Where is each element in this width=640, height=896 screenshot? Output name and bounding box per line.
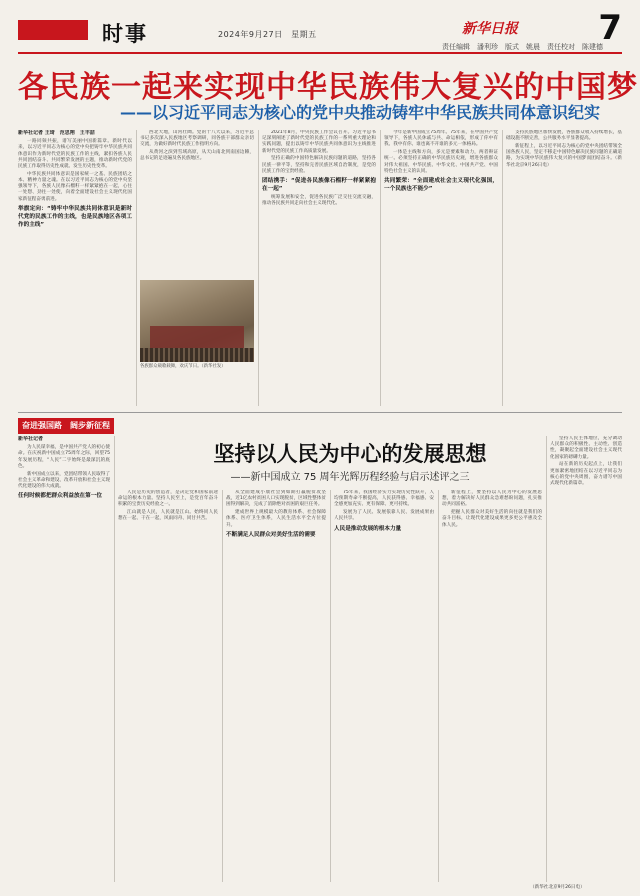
second-byline: 新华社记者 [18, 436, 44, 442]
series-banner: 奋进强国路 阔步新征程 [18, 418, 114, 434]
second-column-4 [334, 490, 434, 882]
issue-date: 2024年9月27日 星期五 [218, 30, 317, 39]
lead-column-1 [18, 130, 132, 406]
paragraph: 人民是历史的创造者，是决定党和国家前途命运的根本力量。坚持人民至上，是党百年奋斗积累的宝贵历史经验之一。 [118, 490, 218, 508]
paragraph: 统筹发展和安全，促进各民族广泛交往交流交融，推动各民族共同走向社会主义现代化。 [262, 194, 376, 207]
paragraph: 从黄河之滨到雪域高原，从天山南北到南国边陲，总书记的足迹遍及各民族地区。 [140, 150, 254, 162]
lead-column-4 [384, 130, 498, 406]
section-divider [18, 412, 622, 413]
story-dateline: （新华社北京9月26日电） [530, 885, 585, 890]
masthead [18, 8, 622, 52]
paragraph: 一路同频共振，谱写美丽中国新篇章。新时代以来，以习近平同志为核心的党中央把铸牢中华民族共同体意识作为新时代党的民族工作的主线，紧扣各族人民共同团结奋斗、共同繁荣发展的主题，推动新时代党的民族工作取得历史性成就、发生历史性变革。 [18, 139, 132, 170]
second-column-2 [118, 490, 218, 882]
section-heading: 人民是推动发展的根本力量 [334, 525, 402, 532]
paragraph: 新征程上，要坚持以人民为中心的发展思想，着力解决好人民群众急难愁盼问题，扎实推动共同富裕。 [442, 490, 542, 508]
paragraph: 建成世界上规模最大的教育体系、社会保障体系、医疗卫生体系，人民生活水平全方位提升。 [226, 510, 326, 528]
second-headline: 坚持以人民为中心的发展思想 [213, 442, 487, 466]
paragraph: 新征程上，以习近平同志为核心的党中央团结带领全国各族人民，坚定不移走中国特色解决民族问题的正确道路，为实现中华民族伟大复兴的中国梦而团结奋斗。（新华社北京9月26日电） [506, 143, 622, 168]
lead-headline: 各民族一起来实现中华民族伟大复兴的中国梦 [18, 70, 638, 105]
lead-column-2 [140, 130, 254, 276]
paragraph: 为人民谋幸福，是中国共产党人的初心使命。在庆祝新中国成立75周年之际，回望75年发展历程，“人民”二字始终是最深沉的底色。 [18, 445, 110, 469]
column-rule [438, 490, 439, 882]
paragraph: 支持民族地区加快发展，各族群众收入持续增长，基础设施不断完善，公共服务水平显著提高。 [506, 130, 622, 142]
column-rule [258, 130, 259, 406]
paragraph: 75年来，我国经济实力实现历史性跃升，人均预期寿命不断提高，人民获得感、幸福感、安全感更加充实、更有保障、更可持续。 [334, 490, 434, 508]
paragraph: 从全面建成小康社会到如期打赢脱贫攻坚战，近1亿农村贫困人口实现脱贫，区域性整体贫困得到解决，完成了消除绝对贫困的艰巨任务。 [226, 490, 326, 508]
news-photo [140, 280, 254, 362]
column-rule [502, 130, 503, 406]
column-rule [136, 130, 137, 406]
column-rule [330, 490, 331, 882]
section-heading: 不断满足人民群众对美好生活的需要 [226, 531, 316, 538]
second-subheadline: ——新中国成立 75 周年光辉历程经验与启示述评之三 [230, 472, 470, 483]
second-column-1 [18, 436, 110, 882]
paragraph: 新中国成立以来，党团结带领人民取得了社会主义革命和建设、改革开放和社会主义现代化建设的伟大成就。 [18, 471, 110, 489]
photo-crowd [140, 348, 254, 362]
section-heading: 任何时候都把群众利益放在第一位 [18, 493, 102, 500]
lead-column-5 [506, 130, 622, 406]
lead-subheadline: ——以习近平同志为核心的党中央推动铸牢中华民族共同体意识纪实 [120, 103, 601, 122]
masthead-divider [18, 52, 622, 54]
paragraph: 站在新的历史起点上，让我们更加紧密地团结在以习近平同志为核心的党中央周围，奋力谱写中国式现代化新篇章。 [550, 462, 622, 486]
paragraph: 坚持人民主体地位，充分调动人民群众的积极性、主动性、创造性，凝聚起全面建设社会主义现代化国家的磅礴力量。 [550, 436, 622, 460]
paragraph: 2021年8月，中央民族工作会议召开。习近平总书记深刻阐述了新时代党的民族工作的一系列重大理论和实践问题，提出以铸牢中华民族共同体意识为主线推进新时代党的民族工作高质量发展。 [262, 130, 376, 154]
newspaper-logo: 新华日报 [462, 21, 518, 37]
paragraph: 江山就是人民，人民就是江山。始终同人民想在一起、干在一起，风雨同舟、同甘共苦。 [118, 510, 218, 522]
paragraph: 坚持正确的中国特色解决民族问题的道路，坚持各民族一律平等，坚持和完善民族区域自治制度，是党的民族工作的宝贵经验。 [262, 156, 376, 174]
paragraph: 发展为了人民、发展依靠人民、发展成果由人民共享。 [334, 510, 434, 522]
section-title: 时事 [102, 21, 148, 46]
second-column-3 [226, 490, 326, 882]
lead-column-3 [262, 130, 376, 406]
lead-byline: 新华社记者 王琦 范思翔 王丰喆 [18, 130, 95, 136]
paragraph: 一体是主线和方向，多元是要素和动力，两者辩证统一。必须坚持正确的中华民族历史观，增进各族群众对伟大祖国、中华民族、中华文化、中国共产党、中国特色社会主义的认同。 [384, 150, 498, 174]
photo-stage [150, 326, 244, 348]
paragraph: 把握人民群众对美好生活的向往就是我们的奋斗目标，让现代化建设成果更多更公平惠及全体人民。 [442, 510, 542, 528]
paragraph: 今年是新中国成立75周年。75年来，在中国共产党领导下，各族人民休戚与共、命运相依，形成了你中有我、我中有你、谁也离不开谁的多元一体格局。 [384, 130, 498, 148]
second-column-6 [550, 436, 622, 882]
page-number: 7 [598, 8, 622, 48]
column-rule [114, 436, 115, 882]
paragraph: 西北大地，山河壮阔。党的十八大以来，习近平总书记多次深入民族地区考察调研，同各族干部群众亲切交流，为做好新时代民族工作指明方向。 [140, 130, 254, 148]
photo-caption: 各族群众载歌载舞，欢庆节日。（新华社发） [140, 364, 226, 369]
second-column-5 [442, 490, 542, 882]
paragraph: 中华民族共同体意识是国家统一之基、民族团结之本、精神力量之魂。在以习近平同志为核心的党中央坚强领导下，各族人民像石榴籽一样紧紧抱在一起，心往一处想、劲往一处使，向着全面建设社会主义现代化国家新征程奋勇前进。 [18, 171, 132, 202]
column-rule [380, 130, 381, 406]
section-heading: 共同繁荣：“全面建成社会主义现代化强国，一个民族也不能少” [384, 177, 498, 192]
section-heading: 举旗定向：“铸牢中华民族共同体意识是新时代党的民族工作的主线，也是民族地区各项工作的主线” [18, 205, 132, 228]
column-rule [222, 490, 223, 882]
section-heading: 团结携手：“促进各民族像石榴籽一样紧紧抱在一起” [262, 177, 376, 192]
masthead-red-bar [18, 20, 88, 40]
column-rule [546, 436, 547, 882]
staff-credits: 责任编辑 潘利珍 版式 姚晨 责任校对 陈建德 [442, 43, 603, 51]
